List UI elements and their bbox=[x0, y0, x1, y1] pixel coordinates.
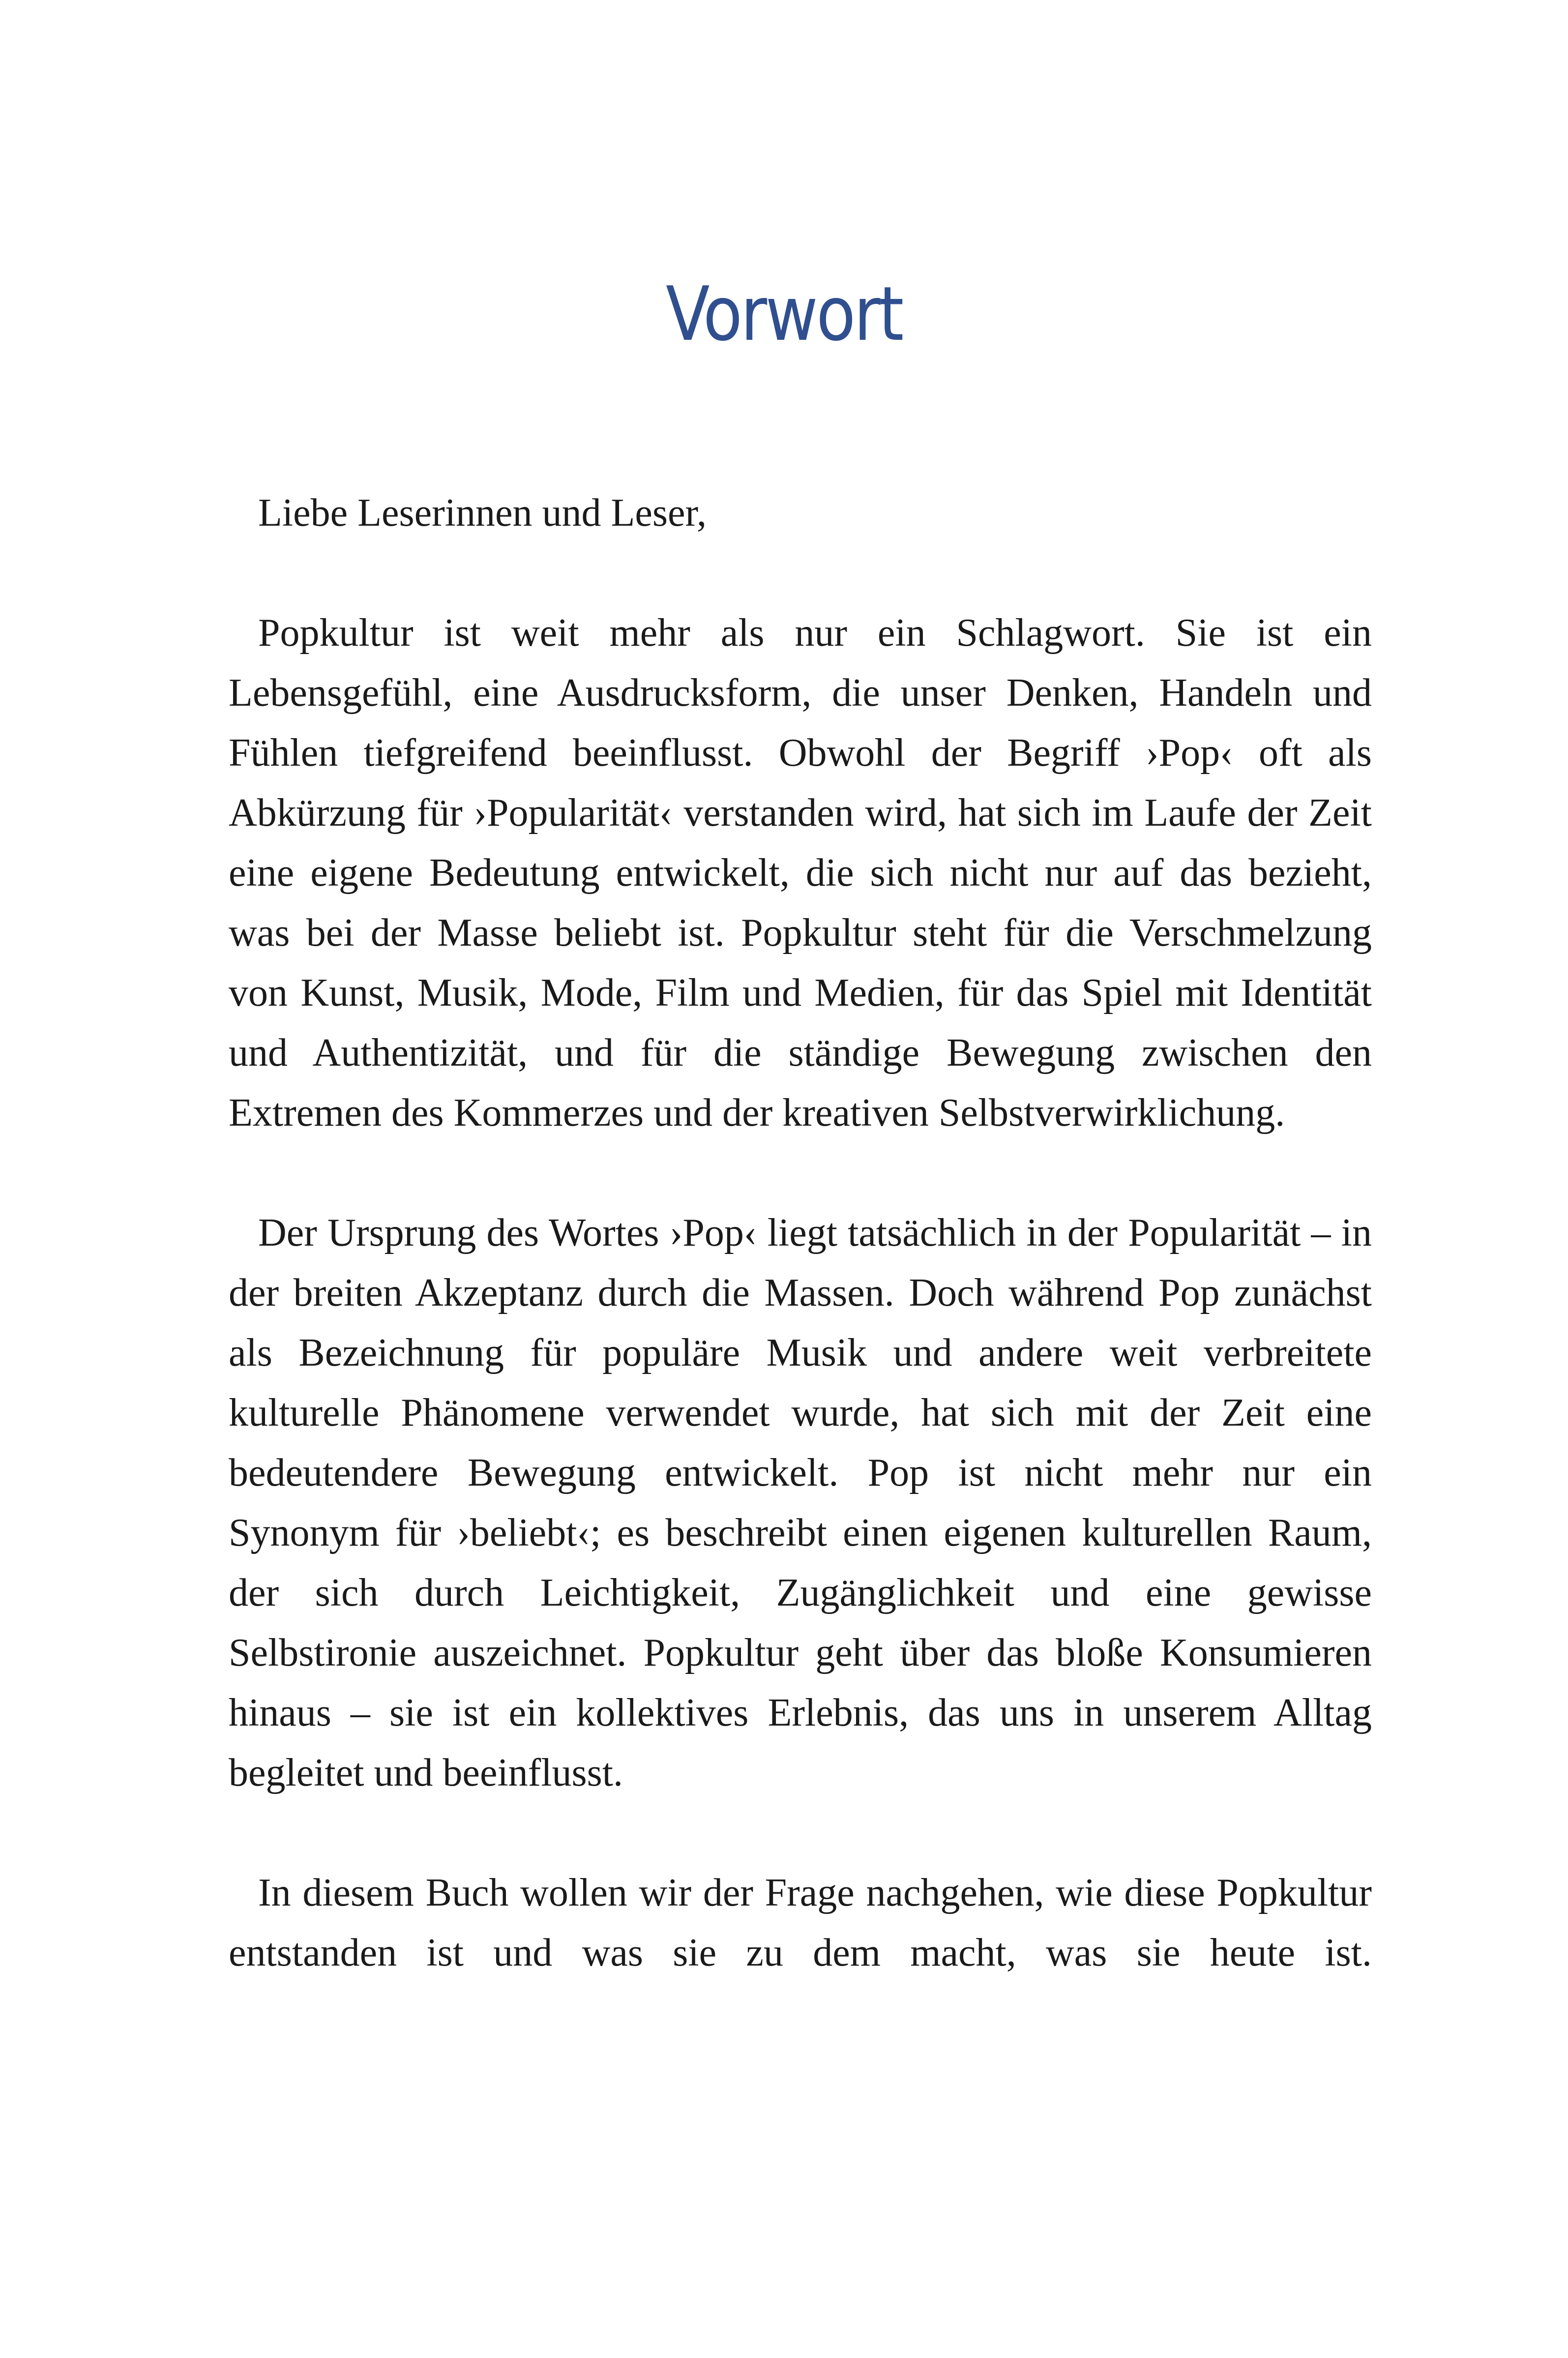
paragraph: Der Ursprung des Wortes ›Pop‹ liegt tatsächlich in der Popularität – in der breiten Akzeptanz durch die Massen. Doch während Pop zunächst als Bezeichnung für populäre Musik und andere weit verbreitete kulturelle Phänomene verwendet wurde, hat sich mit der Zeit eine bedeutendere Bewegung entwickelt. Pop ist nicht mehr nur ein Synonym für ›beliebt‹; es beschreibt einen eigenen kulturellen Raum, der sich durch Leichtigkeit, Zugänglichkeit und eine gewisse Selbstironie auszeichnet. Popkultur geht über das bloße Konsumieren hinaus – sie ist ein kollektives Erlebnis, das uns in unserem Alltag begleitet und beeinflusst. bbox=[229, 1211, 1372, 1794]
paragraph-gap bbox=[229, 543, 1372, 603]
paragraph: Popkultur ist weit mehr als nur ein Schlagwort. Sie ist ein Lebensgefühl, eine Ausdrucksform, die unser Denken, Handeln und Fühlen tiefgreifend beeinflusst. Obwohl der Begriff ›Pop‹ oft als Abkürzung für ›Popularität‹ verstanden wird, hat sich im Laufe der Zeit eine eigene Bedeutung entwickelt, die sich nicht nur auf das bezieht, was bei der Masse beliebt ist. Popkultur steht für die Verschmelzung von Kunst, Musik, Mode, Film und Medien, für das Spiel mit Identität und Authentizität, und für die ständige Bewegung zwischen den Extremen des Kommerzes und der kreativen Selbstverwirklichung. bbox=[229, 611, 1372, 1134]
chapter-title: Vorwort bbox=[666, 270, 902, 358]
paragraph-gap bbox=[229, 1143, 1372, 1203]
paragraph: In diesem Buch wollen wir der Frage nachgehen, wie diese Popkultur entstanden ist und was sie zu dem macht, was sie heute ist. bbox=[229, 1871, 1372, 1974]
paragraph-gap bbox=[229, 1803, 1372, 1863]
chapter-body bbox=[229, 483, 1372, 1983]
greeting: Liebe Leserinnen und Leser, bbox=[258, 491, 707, 535]
